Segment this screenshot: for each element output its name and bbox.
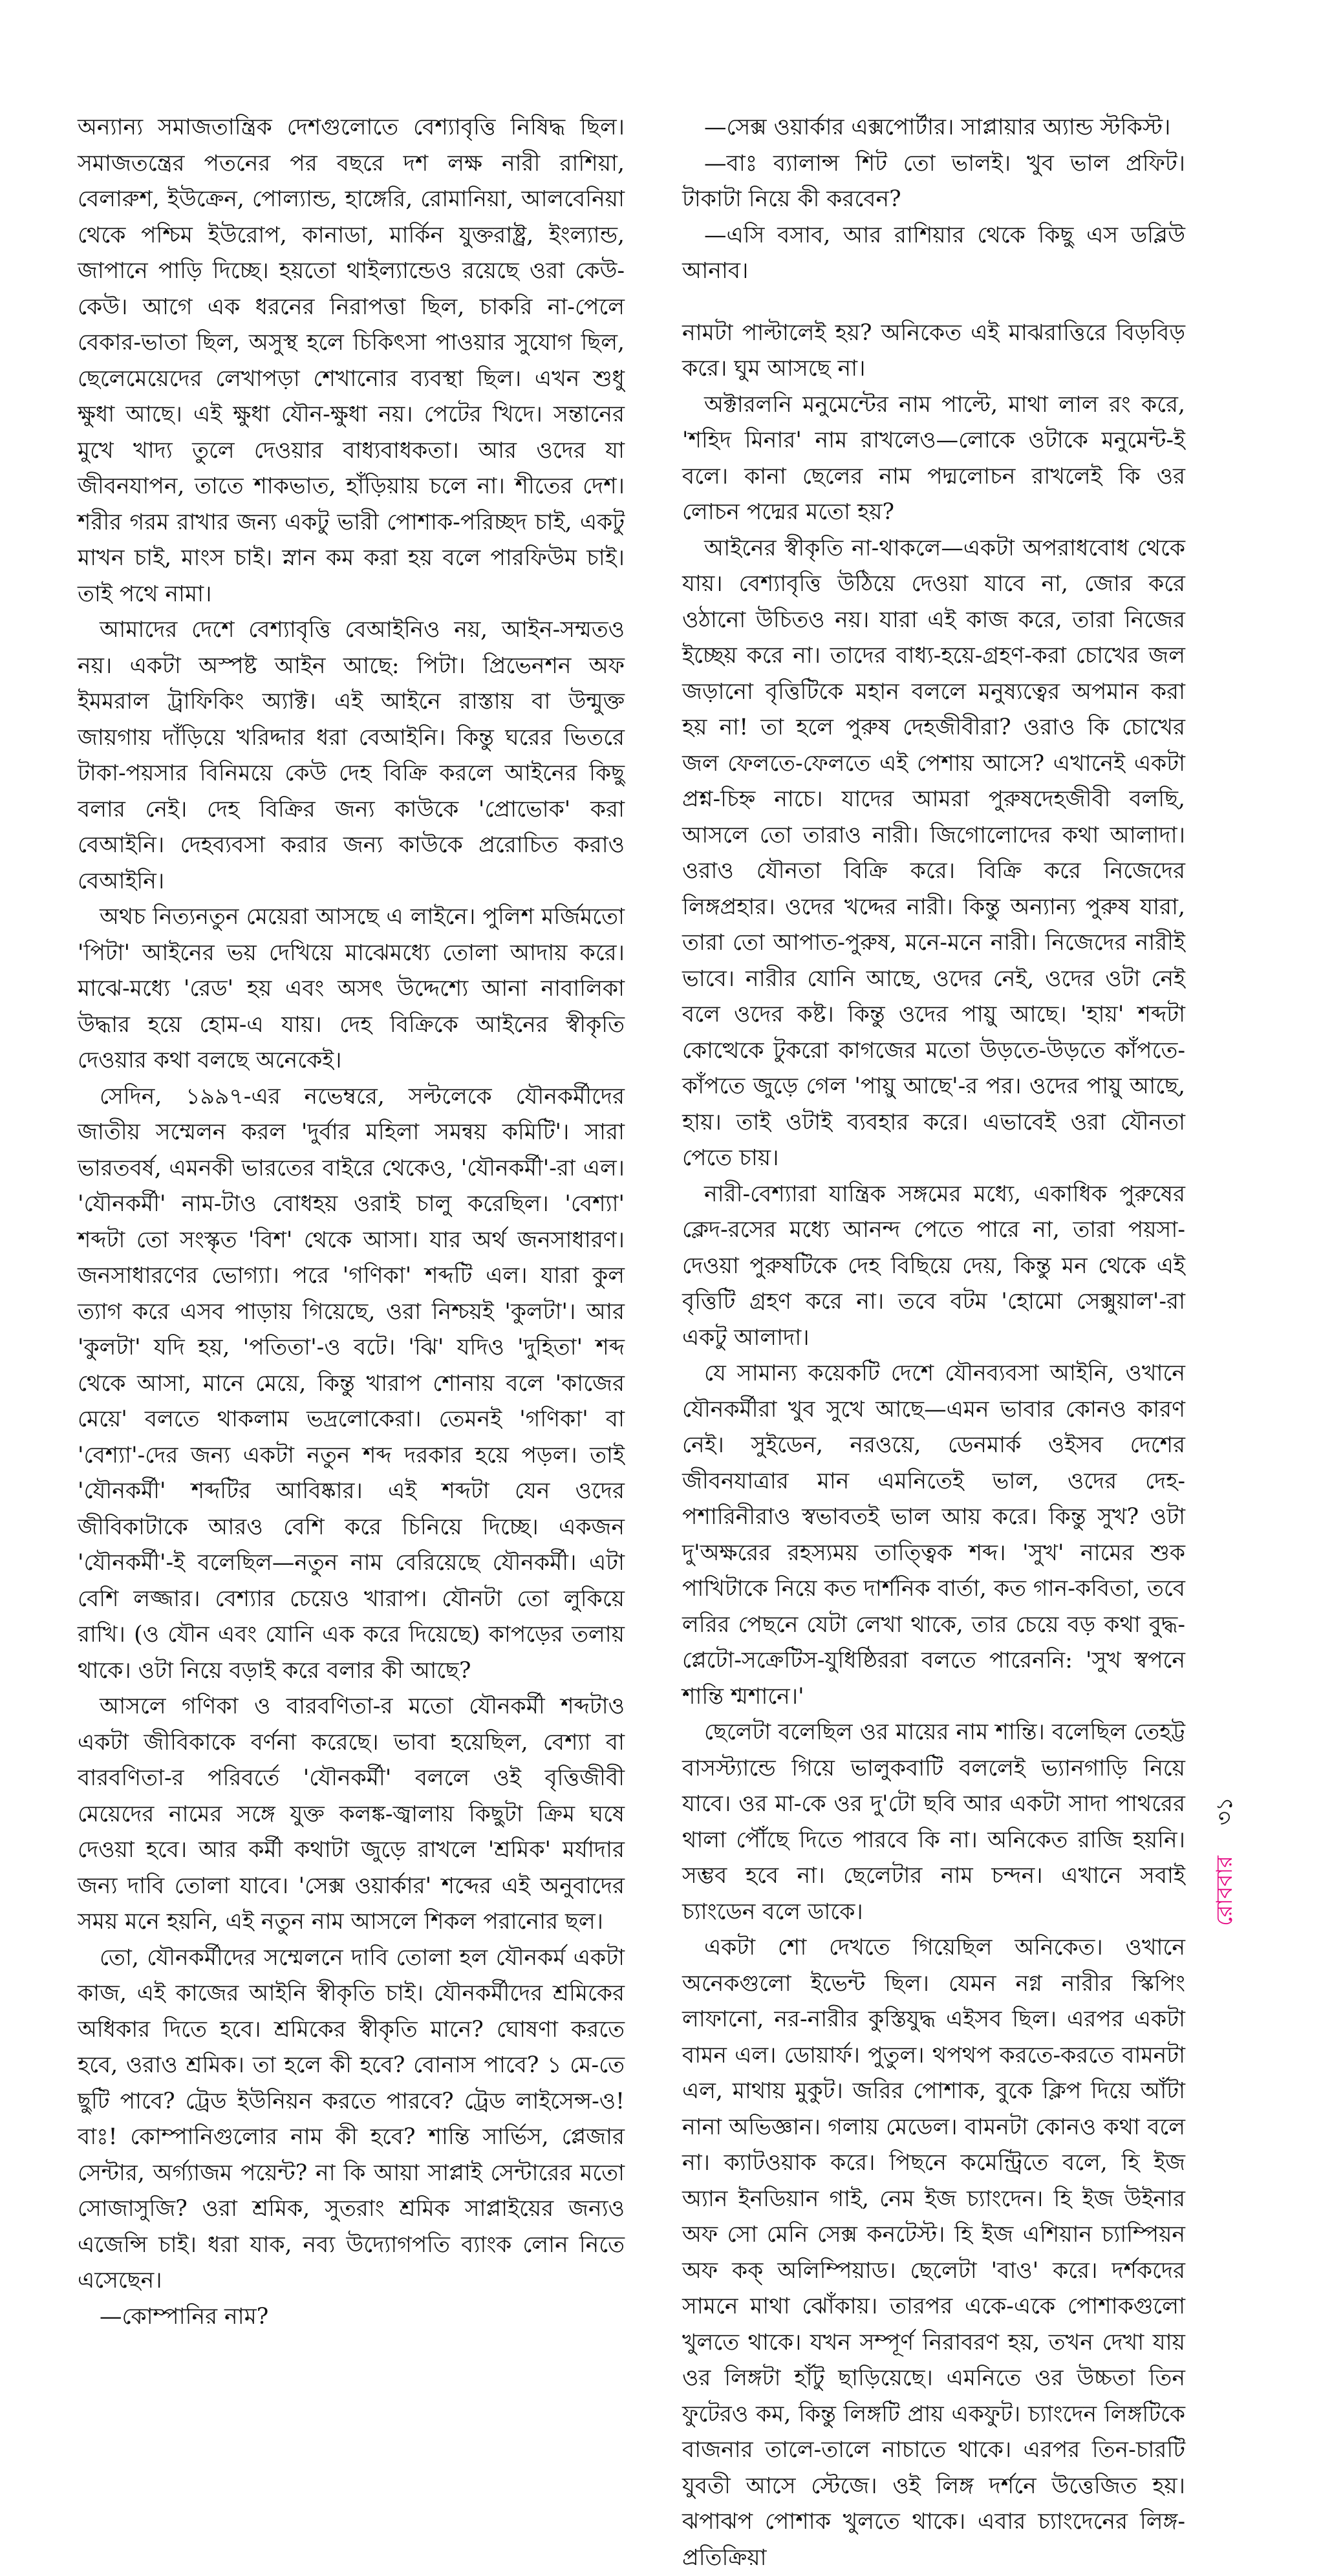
- paragraph: ছেলেটা বলেছিল ওর মায়ের নাম শান্তি। বলেছিল তেহট্ট বাসস্ট্যান্ডে গিয়ে ভালুকবাটি বললেই ভ্যানগাড়ি নিয়ে যাবে। ওর মা-কে ওর দু'টো ছবি আর একটা সাদা পাথরের থালা পৌঁছে দিতে পারবে কি না। অনিকেত রাজি হয়নি। সম্ভব হবে না। ছেলেটার নাম চন্দন। এখানে সবাই চ্যাংডেন বলে ডাকে।: [682, 1719, 1185, 1925]
- paragraph: আসলে গণিকা ও বারবণিতা-র মতো যৌনকর্মী শব্দটাও একটা জীবিকাকে বর্ণনা করেছে। ভাবা হয়েছিল, বেশ্যা বা বারবণিতা-র পরিবর্তে 'যৌনকর্মী' বললে ওই বৃত্তিজীবী মেয়েদের নামের সঙ্গে যুক্ত কলঙ্ক-জ্বালায় কিছুটা ক্রিম ঘষে দেওয়া হবে। আর কর্মী কথাটা জুড়ে রাখলে 'শ্রমিক' মর্যাদার জন্য দাবি তোলা যাবে। 'সেক্স ওয়ার্কার' শব্দের এই অনুবাদের সময় মনে হয়নি, এই নতুন নাম আসলে শিকল পরানোর ছল।: [78, 1693, 625, 1935]
- page-number: ৩১: [1212, 1797, 1238, 1826]
- paragraph: যে সামান্য কয়েকটি দেশে যৌনব্যবসা আইনি, ওখানে যৌনকর্মীরা খুব সুখে আছে—এমন ভাবার কোনও কারণ নেই। সুইডেন, নরওয়ে, ডেনমার্ক ওইসব দেশের জীবনযাত্রার মান এমনিতেই ভাল, ওদের দেহ-পশারিনীরাও স্বভাবতই ভাল আয় করে। কিন্তু সুখ? ওটা দু'অক্ষরের রহস্যময় তাত্ত্বিক শব্দ। 'সুখ' নামের শুক পাখিটাকে নিয়ে কত দার্শনিক বার্তা, কত গান-কবিতা, তবে লরির পেছনে যেটা লেখা থাকে, তার চেয়ে বড় কথা বুদ্ধ-প্লেটো-সক্রেটিস-যুধিষ্ঠিররা বলতে পারেননি: 'সুখ স্বপনে শান্তি শ্মশানে।': [682, 1360, 1185, 1710]
- paragraph: অন্যান্য সমাজতান্ত্রিক দেশগুলোতে বেশ্যাবৃত্তি নিষিদ্ধ ছিল। সমাজতন্ত্রের পতনের পর বছরে দশ লক্ষ নারী রাশিয়া, বেলারুশ, ইউক্রেন, পোল্যান্ড, হাঙ্গেরি, রোমানিয়া, আলবেনিয়া থেকে পশ্চিম ইউরোপ, কানাডা, মার্কিন যুক্তরাষ্ট্র, ইংল্যান্ড, জাপানে পাড়ি দিচ্ছে। হয়তো থাইল্যান্ডেও রয়েছে ওরা কেউ-কেউ। আগে এক ধরনের নিরাপত্তা ছিল, চাকরি না-পেলে বেকার-ভাতা ছিল, অসুস্থ হলে চিকিৎসা পাওয়ার সুযোগ ছিল, ছেলেমেয়েদের লেখাপড়া শেখানোর ব্যবস্থা ছিল। এখন শুধু ক্ষুধা আছে। এই ক্ষুধা যৌন-ক্ষুধা নয়। পেটের খিদে। সন্তানের মুখে খাদ্য তুলে দেওয়ার বাধ্যবাধকতা। আর ওদের যা জীবনযাপন, তাতে শাকভাত, হাঁড়িয়ায় চলে না। শীতের দেশ। শরীর গরম রাখার জন্য একটু ভারী পোশাক-পরিচ্ছদ চাই, একটু মাখন চাই, মাংস চাই। স্নান কম করা হয় বলে পারফিউম চাই। তাই পথে নামা।: [78, 114, 625, 607]
- paragraph: আমাদের দেশে বেশ্যাবৃত্তি বেআইনিও নয়, আইন-সম্মতও নয়। একটা অস্পষ্ট আইন আছে: পিটা। প্রিভেনশন অফ ইমমরাল ট্রাফিকিং অ্যাক্ট। এই আইনে রাস্তায় বা উন্মুক্ত জায়গায় দাঁড়িয়ে খরিদ্দার ধরা বেআইনি। কিন্তু ঘরের ভিতরে টাকা-পয়সার বিনিময়ে কেউ দেহ বিক্রি করলে আইনের কিছু বলার নেই। দেহ বিক্রির জন্য কাউকে 'প্রোভোক' করা বেআইনি। দেহব্যবসা করার জন্য কাউকে প্ররোচিত করাও বেআইনি।: [78, 617, 625, 894]
- paragraph: আইনের স্বীকৃতি না-থাকলে—একটা অপরাধবোধ থেকে যায়। বেশ্যাবৃত্তি উঠিয়ে দেওয়া যাবে না, জোর করে ওঠানো উচিতও নয়। যারা এই কাজ করে, তারা নিজের ইচ্ছেয় করে না। তাদের বাধ্য-হয়ে-গ্রহণ-করা চোখের জল জড়ানো বৃত্তিটিকে মহান বললে মনুষ্যত্বের অপমান করা হয় না! তা হলে পুরুষ দেহজীবীরা? ওরাও কি চোখের জল ফেলতে-ফেলতে এই পেশায় আসে? এখানেই একটা প্রশ্ন-চিহ্ন নাচে। যাদের আমরা পুরুষদেহজীবী বলছি, আসলে তো তারাও নারী। জিগোলোদের কথা আলাদা। ওরাও যৌনতা বিক্রি করে। বিক্রি করে নিজেদের লিঙ্গপ্রহার। ওদের খদ্দের নারী। কিন্তু অন্যান্য পুরুষ যারা, তারা তো আপাত-পুরুষ, মনে-মনে নারী। নিজেদের নারীই ভাবে। নারীর যোনি আছে, ওদের নেই, ওদের ওটা নেই বলে ওদের কষ্ট। কিন্তু ওদের পায়ু আছে। 'হায়' শব্দটা কোত্থেকে টুকরো কাগজের মতো উড়তে-উড়তে কাঁপতে-কাঁপতে জুড়ে গেল 'পায়ু আছে'-র পর। ওদের পায়ু আছে, হায়। তাই ওটাই ব্যবহার করে। এভাবেই ওরা যৌনতা পেতে চায়।: [682, 535, 1185, 1171]
- dialogue-line: —বাঃ ব্যালান্স শিট তো ভালই। খুব ভাল প্রফিট। টাকাটা নিয়ে কী করবেন?: [682, 150, 1185, 212]
- paragraph: অক্টারলনি মনুমেন্টের নাম পাল্টে, মাথা লাল রং করে, 'শহিদ মিনার' নাম রাখলেও—লোকে ওটাকে মনুমেন্ট-ই বলে। কানা ছেলের নাম পদ্মলোচন রাখলেই কি ওর লোচন পদ্মের মতো হয়?: [682, 391, 1185, 525]
- page-folio: [1208, 1797, 1245, 1926]
- paragraph: নারী-বেশ্যারা যান্ত্রিক সঙ্গমের মধ্যে, একাধিক পুরুষের ক্লেদ-রসের মধ্যে আনন্দ পেতে পারে না, তারা পয়সা-দেওয়া পুরুষটিকে দেহ বিছিয়ে দেয়, কিন্তু মন থেকে এই বৃত্তিটি গ্রহণ করে না। তবে বটম 'হোমো সেক্সুয়াল'-রা একটু আলাদা।: [682, 1181, 1185, 1351]
- paragraph: —কোম্পানির নাম?: [100, 2303, 269, 2330]
- left-column: [78, 110, 625, 2335]
- dialogue-line: —এসি বসাব, আর রাশিয়ার থেকে কিছু এস ডব্লিউ আনাব।: [682, 222, 1185, 284]
- right-column: [682, 110, 1185, 2576]
- paragraph: একটা শো দেখতে গিয়েছিল অনিকেত। ওখানে অনেকগুলো ইভেন্ট ছিল। যেমন নগ্ন নারীর স্কিপিং লাফানো, নর-নারীর কুস্তিযুদ্ধ এইসব ছিল। এরপর একটা বামন এল। ডোয়ার্ফ। পুতুল। থপথপ করতে-করতে বামনটা এল, মাথায় মুকুট। জরির পোশাক, বুকে ক্লিপ দিয়ে আঁটা নানা অভিজ্ঞান। গলায় মেডেল। বামনটা কোনও কথা বলে না। ক্যাটওয়াক করে। পিছনে কমেন্ট্রিতে বলে, হি ইজ অ্যান ইনডিয়ান গাই, নেম ইজ চ্যাংদেন। হি ইজ উইনার অফ সো মেনি সেক্স কনটেস্ট। হি ইজ এশিয়ান চ্যাম্পিয়ন অফ কক্ অলিম্পিয়াড। ছেলেটা 'বাও' করে। দর্শকদের সামনে মাথা ঝোঁকায়। তারপর একে-একে পোশাকগুলো খুলতে থাকে। যখন সম্পূর্ণ নিরাবরণ হয়, তখন দেখা যায় ওর লিঙ্গটা হাঁটু ছাড়িয়েছে। এমনিতে ওর উচ্চতা তিন ফুটেরও কম, কিন্তু লিঙ্গটি প্রায় একফুট। চ্যাংদেন লিঙ্গটিকে বাজনার তালে-তালে নাচাতে থাকে। এরপর তিন-চারটি যুবতী আসে স্টেজে। ওই লিঙ্গ দর্শনে উত্তেজিত হয়। ঝপাঝপ পোশাক খুলতে থাকে। এবার চ্যাংদেনের লিঙ্গ-প্রতিক্রিয়া: [682, 1935, 1185, 2571]
- section-break: [682, 290, 1185, 316]
- magazine-name: রোববার: [1212, 1855, 1238, 1926]
- dialogue-line: —সেক্স ওয়ার্কার এক্সপোর্টার। সাপ্লায়ার অ্যান্ড স্টকিস্ট।: [704, 114, 1171, 140]
- paragraph: অথচ নিত্যনতুন মেয়েরা আসছে এ লাইনে। পুলিশ মর্জিমতো 'পিটা' আইনের ভয় দেখিয়ে মাঝেমধ্যে তোলা আদায় করে। মাঝে-মধ্যে 'রেড' হয় এবং অসৎ উদ্দেশ্যে আনা নাবালিকা উদ্ধার হয়ে হোম-এ যায়। দেহ বিক্রিকে আইনের স্বীকৃতি দেওয়ার কথা বলছে অনেকেই।: [78, 904, 625, 1073]
- paragraph: তো, যৌনকর্মীদের সম্মেলনে দাবি তোলা হল যৌনকর্ম একটা কাজ, এই কাজের আইনি স্বীকৃতি চাই। যৌনকর্মীদের শ্রমিকের অধিকার দিতে হবে। শ্রমিকের স্বীকৃতি মানে? ঘোষণা করতে হবে, ওরাও শ্রমিক। তা হলে কী হবে? বোনাস পাবে? ১ মে-তে ছুটি পাবে? ট্রেড ইউনিয়ন করতে পারবে? ট্রেড লাইসেন্স-ও! বাঃ! কোম্পানিগুলোর নাম কী হবে? শান্তি সার্ভিস, প্লেজার সেন্টার, অর্গ্যাজম পয়েন্ট? না কি আয়া সাপ্লাই সেন্টারের মতো সোজাসুজি? ওরা শ্রমিক, সুতরাং শ্রমিক সাপ্লাইয়ের জন্যও এজেন্সি চাই। ধরা যাক, নব্য উদ্যোগপতি ব্যাংক লোন নিতে এসেছেন।: [78, 1944, 625, 2293]
- paragraph: সেদিন, ১৯৯৭-এর নভেম্বরে, সল্টলেকে যৌনকর্মীদের জাতীয় সম্মেলন করল 'দুর্বার মহিলা সমন্বয় কমিটি'। সারা ভারতবর্ষ, এমনকী ভারতের বাইরে থেকেও, 'যৌনকর্মী'-রা এল। 'যৌনকর্মী' নাম-টাও বোধহয় ওরাই চালু করেছিল। 'বেশ্যা' শব্দটা তো সংস্কৃত 'বিশ' থেকে আসা। যার অর্থ জনসাধারণ। জনসাধারণের ভোগ্যা। পরে 'গণিকা' শব্দটি এল। যারা কুল ত্যাগ করে এসব পাড়ায় গিয়েছে, ওরা নিশ্চয়ই 'কুলটা'। আর 'কুলটা' যদি হয়, 'পতিতা'-ও বটে। 'ঝি' যদিও 'দুহিতা' শব্দ থেকে আসা, মানে মেয়ে, কিন্তু খারাপ শোনায় বলে 'কাজের মেয়ে' বলতে থাকলাম ভদ্রলোকেরা। তেমনই 'গণিকা' বা 'বেশ্যা'-দের জন্য একটা নতুন শব্দ দরকার হয়ে পড়ল। তাই 'যৌনকর্মী' শব্দটির আবিষ্কার। এই শব্দটা যেন ওদের জীবিকাটাকে আরও বেশি করে চিনিয়ে দিচ্ছে। একজন 'যৌনকর্মী'-ই বলেছিল—নতুন নাম বেরিয়েছে যৌনকর্মী। এটা বেশি লজ্জার। বেশ্যার চেয়েও খারাপ। যৌনটা তো লুকিয়ে রাখি। (ও যৌন এবং যোনি এক করে দিয়েছে) কাপড়ের তলায় থাকে। ওটা নিয়ে বড়াই করে বলার কী আছে?: [78, 1083, 625, 1684]
- paragraph: নামটা পাল্টালেই হয়? অনিকেত এই মাঝরাত্তিরে বিড়বিড় করে। ঘুম আসছে না।: [682, 319, 1185, 381]
